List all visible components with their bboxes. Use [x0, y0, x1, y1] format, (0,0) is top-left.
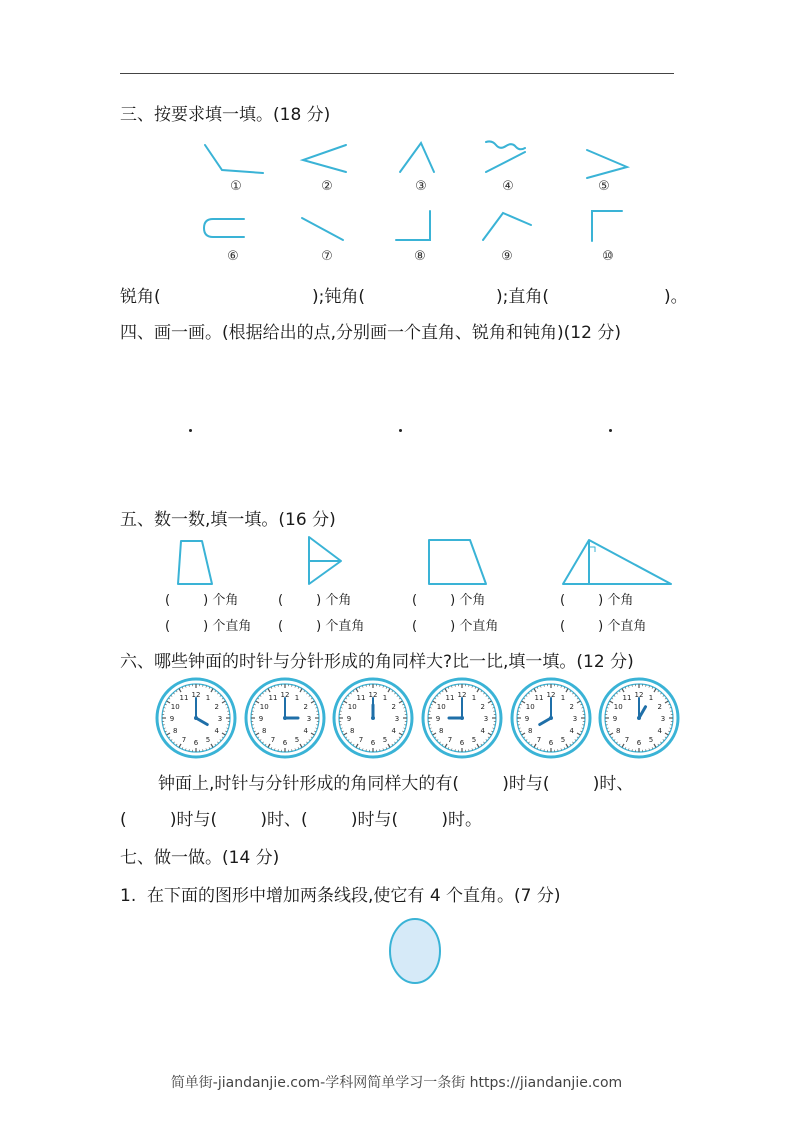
shape-1-right-angles-blank[interactable]: ( ) 个直角	[165, 619, 252, 634]
clock-number: 9	[346, 715, 352, 723]
angle-label-2: ②	[321, 179, 333, 194]
answer-acute-label: 锐角(	[120, 287, 161, 307]
clock-number: 12	[280, 691, 290, 699]
fill-line-2: ( )时与( )时、( )时与( )时。	[120, 810, 482, 830]
clock-number: 7	[181, 735, 187, 744]
angle-label-1: ①	[230, 179, 242, 194]
clock-number: 4	[303, 727, 309, 735]
angle-label-5: ⑤	[598, 179, 610, 194]
clock-number: 3	[306, 715, 312, 723]
clock-number: 6	[636, 739, 642, 747]
clock-number: 11	[622, 694, 632, 703]
fill-line-1: 钟面上,时针与分针形成的角同样大的有( )时与( )时、	[158, 774, 634, 794]
clock-number: 2	[303, 703, 309, 711]
clock-number: 7	[624, 735, 630, 744]
clock-number: 6	[193, 739, 199, 747]
clock-number: 2	[569, 703, 575, 711]
shape-2-right-angles-blank[interactable]: ( ) 个直角	[278, 619, 365, 634]
clock-number: 3	[394, 715, 400, 723]
clock-number: 9	[258, 715, 264, 723]
clock-number: 1	[382, 694, 388, 703]
clock-number: 3	[217, 715, 223, 723]
angle-label-9: ⑨	[501, 249, 513, 264]
clock-number: 11	[534, 694, 544, 703]
clock-number: 4	[214, 727, 220, 735]
answer-end: )。	[664, 287, 688, 307]
clock-number: 8	[615, 727, 621, 735]
clock-number: 3	[660, 715, 666, 723]
clock-number: 1	[471, 694, 477, 703]
clock-number: 11	[445, 694, 455, 703]
oval-shape	[390, 919, 440, 983]
clock-number: 7	[270, 735, 276, 744]
clock-number: 8	[438, 727, 444, 735]
clock-number: 8	[349, 727, 355, 735]
clock-number: 4	[569, 727, 575, 735]
section-6-title: 六、哪些钟面的时针与分针形成的角同样大?比一比,填一填。(12 分)	[120, 652, 634, 672]
angle-label-3: ③	[415, 179, 427, 194]
angle-label-6: ⑥	[227, 249, 239, 264]
clock-number: 10	[259, 703, 269, 711]
clock-number: 11	[179, 694, 189, 703]
clock-number: 10	[525, 703, 535, 711]
clock-number: 2	[214, 703, 220, 711]
clock-number: 5	[294, 735, 300, 744]
shape-3-angles-blank[interactable]: ( ) 个角	[412, 593, 486, 608]
clock-number: 1	[648, 694, 654, 703]
clock-number: 12	[546, 691, 556, 699]
shape-2-angles-blank[interactable]: ( ) 个角	[278, 593, 352, 608]
clock-number: 2	[657, 703, 663, 711]
clock-number: 1	[294, 694, 300, 703]
clock-number: 5	[560, 735, 566, 744]
section-5-title: 五、数一数,填一填。(16 分)	[120, 510, 336, 530]
clock-number: 5	[205, 735, 211, 744]
clock-number: 8	[527, 727, 533, 735]
clock-number: 8	[172, 727, 178, 735]
clock-number: 2	[391, 703, 397, 711]
angle-label-7: ⑦	[321, 249, 333, 264]
answer-right-label: );直角(	[496, 287, 549, 307]
clock-number: 6	[370, 739, 376, 747]
angle-label-10: ⑩	[602, 249, 614, 264]
clock-number: 5	[648, 735, 654, 744]
clock-number: 10	[613, 703, 623, 711]
clock-number: 2	[480, 703, 486, 711]
clock-number: 12	[457, 691, 467, 699]
clock-number: 6	[548, 739, 554, 747]
clock-number: 9	[169, 715, 175, 723]
angle-label-8: ⑧	[414, 249, 426, 264]
clock-number: 10	[170, 703, 180, 711]
clock-number: 1	[205, 694, 211, 703]
clock-number: 4	[480, 727, 486, 735]
section-7-question-1: 1. 在下面的图形中增加两条线段,使它有 4 个直角。(7 分)	[120, 886, 561, 906]
clock-number: 7	[358, 735, 364, 744]
clock-number: 9	[612, 715, 618, 723]
clock-number: 11	[268, 694, 278, 703]
section-7-title: 七、做一做。(14 分)	[120, 848, 280, 868]
clock-number: 1	[560, 694, 566, 703]
shape-4-right-angles-blank[interactable]: ( ) 个直角	[560, 619, 647, 634]
footer-text: 简单街-jiandanjie.com-学科网简单学习一条街 https://jiandanjie.com	[170, 1075, 623, 1091]
answer-obtuse-label: );钝角(	[312, 287, 365, 307]
clock-number: 10	[347, 703, 357, 711]
clock-number: 12	[368, 691, 378, 699]
clock-number: 11	[356, 694, 366, 703]
angle-label-4: ④	[502, 179, 514, 194]
clock-number: 6	[282, 739, 288, 747]
clock-number: 4	[657, 727, 663, 735]
section-4-title: 四、画一画。(根据给出的点,分别画一个直角、锐角和钝角)(12 分)	[120, 323, 621, 343]
clock-number: 9	[435, 715, 441, 723]
clock-number: 6	[459, 739, 465, 747]
clock-number: 8	[261, 727, 267, 735]
clock-number: 4	[391, 727, 397, 735]
shape-4-angles-blank[interactable]: ( ) 个角	[560, 593, 634, 608]
shape-3-right-angles-blank[interactable]: ( ) 个直角	[412, 619, 499, 634]
clock-number: 7	[447, 735, 453, 744]
clock-number: 3	[572, 715, 578, 723]
clock-number: 12	[191, 691, 201, 699]
clock-number: 9	[524, 715, 530, 723]
clock-number: 3	[483, 715, 489, 723]
clock-number: 7	[536, 735, 542, 744]
clock-number: 12	[634, 691, 644, 699]
section-3-title: 三、按要求填一填。(18 分)	[120, 105, 331, 125]
clock-number: 5	[382, 735, 388, 744]
clock-number: 10	[436, 703, 446, 711]
shape-1-angles-blank[interactable]: ( ) 个角	[165, 593, 239, 608]
clock-number: 5	[471, 735, 477, 744]
